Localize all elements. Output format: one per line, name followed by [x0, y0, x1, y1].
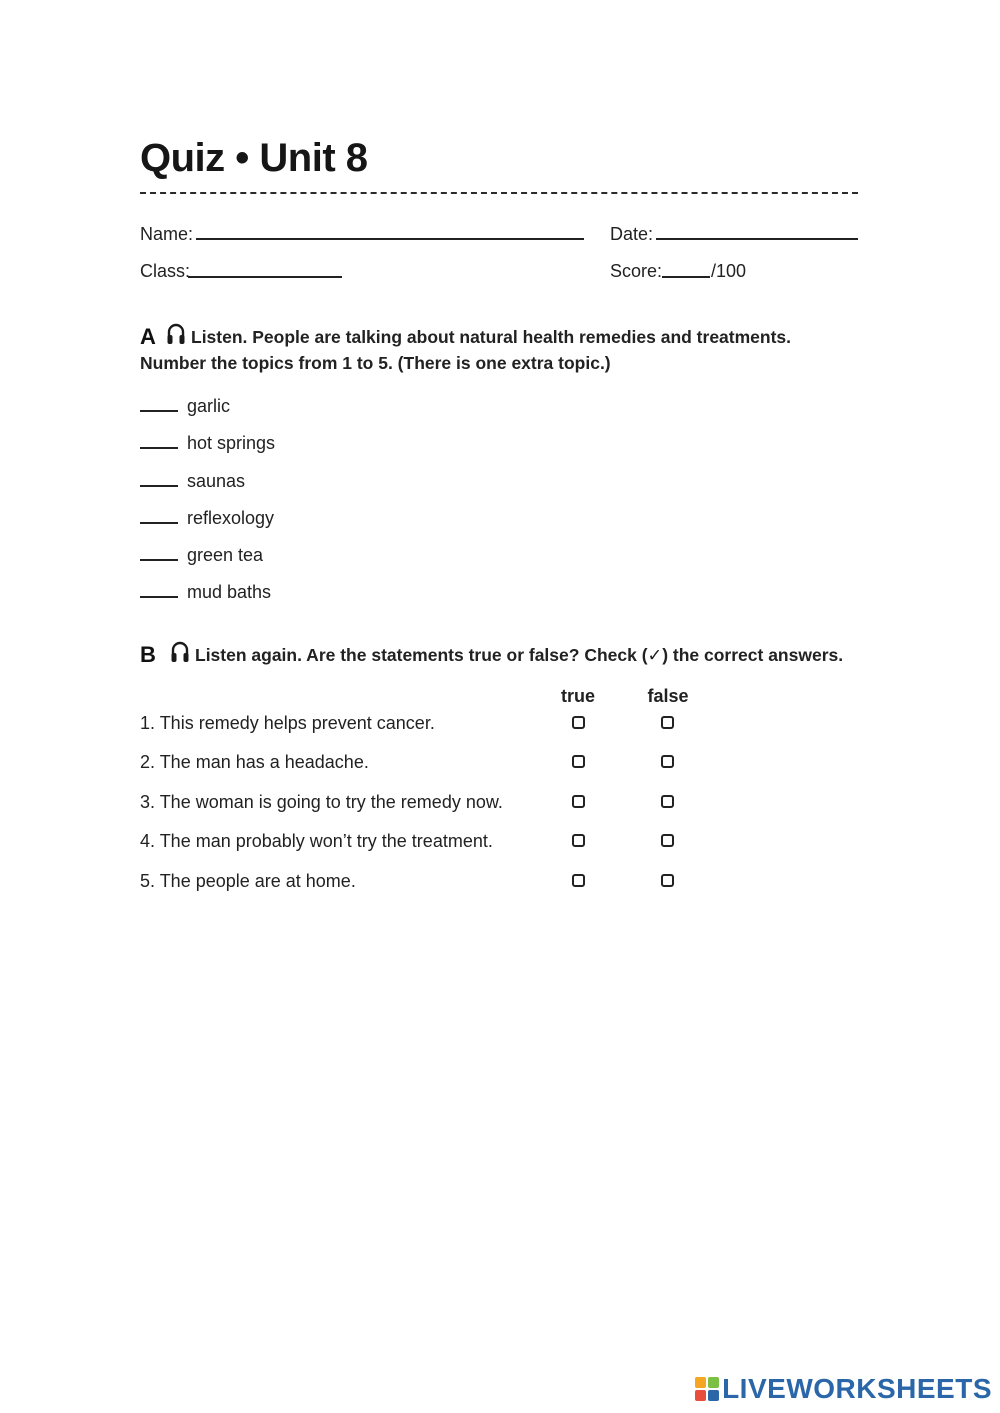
topic-label: hot springs	[187, 432, 276, 453]
true-checkbox-1[interactable]	[572, 716, 585, 729]
topic-label: reflexology	[187, 507, 275, 528]
liveworksheets-logo	[695, 1373, 992, 1405]
headphones-icon	[166, 322, 186, 346]
true-checkbox-4[interactable]	[572, 834, 585, 847]
topic-answer-blank[interactable]	[140, 410, 178, 412]
name-field[interactable]	[196, 238, 584, 240]
topic-label: green tea	[187, 544, 264, 565]
brand-text: LIVEWORKSHEETS	[722, 1373, 992, 1404]
false-checkbox-1[interactable]	[661, 716, 674, 729]
true-checkbox-5[interactable]	[572, 874, 585, 887]
topic-item	[140, 543, 263, 567]
true-checkbox-2[interactable]	[572, 755, 585, 768]
column-header-true: true	[560, 686, 595, 706]
statement-1: 1. This remedy helps prevent cancer.	[140, 713, 435, 733]
topic-item	[140, 431, 275, 455]
section-a-letter: A	[140, 324, 156, 349]
score-total: /100	[711, 261, 747, 281]
statement-3: 3. The woman is going to try the remedy now.	[140, 792, 503, 812]
topic-item	[140, 469, 245, 493]
date-field[interactable]	[656, 238, 858, 240]
topic-item	[140, 394, 230, 418]
topic-answer-blank[interactable]	[140, 522, 178, 524]
topic-item	[140, 506, 274, 530]
column-header-false: false	[647, 686, 689, 706]
topic-label: garlic	[187, 395, 231, 416]
topic-answer-blank[interactable]	[140, 447, 178, 449]
score-field[interactable]	[662, 276, 710, 278]
topic-item	[140, 580, 271, 604]
section-b-letter: B	[140, 642, 156, 667]
name-label: Name:	[140, 224, 194, 244]
score-label: Score:	[610, 261, 663, 281]
headphones-icon	[170, 640, 190, 664]
false-checkbox-4[interactable]	[661, 834, 674, 847]
true-checkbox-3[interactable]	[572, 795, 585, 808]
topic-answer-blank[interactable]	[140, 596, 178, 598]
page-title: Quiz • Unit 8	[140, 136, 368, 180]
topic-label: saunas	[187, 470, 246, 491]
title-divider	[140, 192, 858, 194]
section-a-instruction-2: Number the topics from 1 to 5. (There is one extra topic.)	[140, 353, 611, 373]
class-field[interactable]	[188, 276, 342, 278]
false-checkbox-3[interactable]	[661, 795, 674, 808]
section-a-instruction-1: Listen. People are talking about natural health remedies and treatments.	[191, 327, 792, 347]
topic-answer-blank[interactable]	[140, 485, 178, 487]
section-b-instruction: Listen again. Are the statements true or false? Check (✓) the correct answers.	[195, 645, 844, 665]
date-label: Date:	[610, 224, 654, 244]
statement-5: 5. The people are at home.	[140, 871, 356, 891]
topic-label: mud baths	[187, 581, 272, 602]
statement-4: 4. The man probably won’t try the treatment.	[140, 831, 493, 851]
false-checkbox-2[interactable]	[661, 755, 674, 768]
statement-2: 2. The man has a headache.	[140, 752, 369, 772]
liveworksheets-icon	[695, 1377, 719, 1401]
topic-answer-blank[interactable]	[140, 559, 178, 561]
false-checkbox-5[interactable]	[661, 874, 674, 887]
class-label: Class:	[140, 261, 191, 281]
